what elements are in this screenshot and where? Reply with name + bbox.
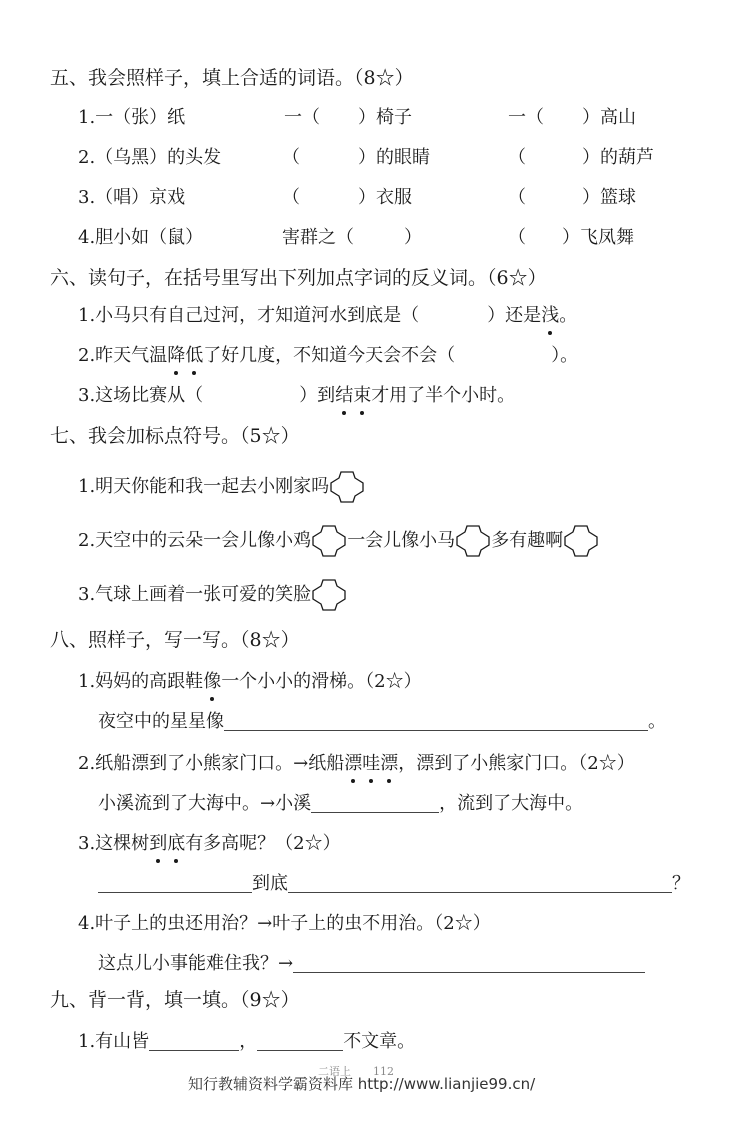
s5-r2-open2: （: [508, 147, 526, 168]
dotted-word: 浅: [541, 305, 560, 326]
s8-example-4: 4.叶子上的虫还用治？→叶子上的虫不用治。（2☆）: [78, 913, 491, 934]
s7-sentence-2: 2.天空中的云朵一会儿像小鸡 一会儿像小马 多有趣啊: [78, 524, 599, 558]
page-number: 二语上 112: [318, 1065, 394, 1078]
s7-sentence-3: 3.气球上画着一张可爱的笑脸: [78, 578, 347, 612]
s8-question-3: 到底 ？: [98, 872, 690, 896]
punctuation-box[interactable]: [455, 524, 491, 558]
s8-question-4: 这点儿小事能难住我？→: [98, 952, 645, 976]
s6-sentence-3: 3.这场比赛从（ ）到结束才用了半个小时。: [78, 385, 516, 406]
section-6-title: 六、读句子，在括号里写出下列加点字词的反义词。（6☆）: [50, 267, 547, 289]
s8-answer-line-4[interactable]: [293, 952, 645, 973]
s5-r3-close2[interactable]: ）篮球: [582, 187, 636, 208]
s5-r3-example: 3.（唱）京戏: [78, 187, 186, 208]
punctuation-box[interactable]: [329, 470, 365, 504]
s5-r4-example: 4.胆小如（鼠）: [78, 227, 204, 248]
watermark: 知行教辅资料学霸资料库 http://www.lianjie99.cn/: [188, 1075, 536, 1093]
dotted-word: [149, 833, 185, 854]
s9-answer-line-2[interactable]: [257, 1030, 343, 1051]
s8-question-2: 小溪流到了大海中。→小溪 ，流到了大海中。: [98, 793, 584, 814]
s8-example-2: 2.纸船漂到了小熊家门口。→纸船漂哇漂，漂到了小熊家门口。（2☆）: [78, 753, 635, 774]
s5-r3-close[interactable]: ）衣服: [358, 187, 412, 208]
s8-example-1: 1.妈妈的高跟鞋像一个小小的滑梯。（2☆）: [78, 671, 422, 692]
s5-r2-open: （: [282, 147, 300, 168]
punctuation-box[interactable]: [311, 578, 347, 612]
s5-r1-close2[interactable]: ）高山: [582, 107, 636, 128]
dotted-char: 低: [185, 345, 204, 366]
section-9-title: 九、背一背，填一填。（9☆）: [50, 989, 300, 1011]
dotted-char: 到: [149, 833, 168, 854]
s5-r4-open2: （: [508, 227, 526, 248]
s8-answer-line-1[interactable]: [224, 710, 648, 731]
punctuation-box[interactable]: [311, 524, 347, 558]
s8-example-3: 3.这棵树到底有多高呢？（2☆）: [78, 833, 341, 854]
s9-answer-line-1[interactable]: [149, 1030, 239, 1051]
dotted-char: 漂: [380, 753, 399, 774]
dotted-word: [335, 385, 371, 406]
dotted-char: 降: [167, 345, 186, 366]
s5-r1-open2: 一（: [508, 107, 544, 128]
s9-row-1: 1.有山皆 ， 不文章。: [78, 1031, 416, 1052]
s5-r4-close[interactable]: ）: [404, 227, 422, 248]
s5-r1-example: 1.一（张）纸: [78, 107, 186, 128]
dotted-word: 像: [203, 671, 222, 692]
s5-r2-close[interactable]: ）的眼睛: [358, 147, 430, 168]
s5-r2-example: 2.（乌黑）的头发: [78, 147, 222, 168]
s5-r4-open: 害群之（: [282, 227, 354, 248]
s5-r3-open2: （: [508, 187, 526, 208]
dotted-char: 束: [353, 385, 372, 406]
dotted-word: [167, 345, 203, 366]
s6-sentence-1: 1.小马只有自己过河，才知道河水到底是（ ）还是浅。: [78, 305, 578, 326]
s6-sentence-2: 2.昨天气温降低了好几度，不知道今天会不会（ ）。: [78, 345, 579, 366]
dotted-char: 结: [335, 385, 354, 406]
s8-question-1: 夜空中的星星像 。: [98, 711, 666, 732]
s8-answer-line-3a[interactable]: [98, 872, 252, 893]
s5-r1-open: 一（: [284, 107, 320, 128]
s5-r2-close2[interactable]: ）的葫芦: [582, 147, 654, 168]
punctuation-box[interactable]: [563, 524, 599, 558]
s5-r3-open: （: [282, 187, 300, 208]
s5-r4-close2[interactable]: ）飞凤舞: [562, 227, 634, 248]
s5-r1-close[interactable]: ）椅子: [358, 107, 412, 128]
section-8-title: 八、照样子，写一写。（8☆）: [50, 629, 300, 651]
s8-answer-line-3b[interactable]: [288, 872, 672, 893]
dotted-char: 哇: [362, 753, 381, 774]
section-5-title: 五、我会照样子，填上合适的词语。（8☆）: [50, 67, 414, 89]
dotted-char: 底: [167, 833, 186, 854]
dotted-char: 漂: [344, 753, 363, 774]
s8-answer-line-2[interactable]: [311, 792, 439, 813]
section-7-title: 七、我会加标点符号。（5☆）: [50, 425, 300, 447]
dotted-word: [344, 753, 398, 774]
s7-sentence-1: 1.明天你能和我一起去小刚家吗: [78, 470, 365, 504]
